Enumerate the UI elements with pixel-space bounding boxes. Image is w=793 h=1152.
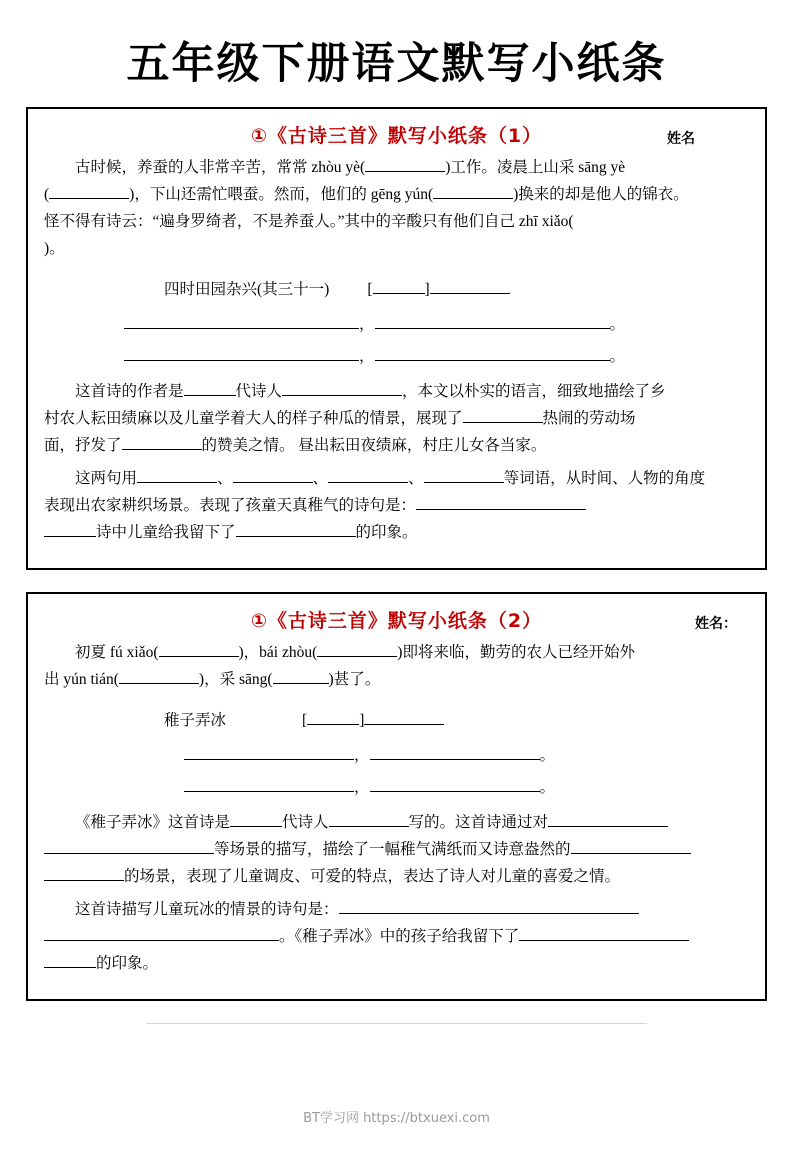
blank2-poet[interactable]	[329, 809, 409, 827]
intro2-text-2: )，bái zhòu(	[238, 644, 318, 661]
blank-gengyun[interactable]	[433, 181, 513, 199]
card-2-title: ①《古诗三首》默写小纸条（2）	[250, 610, 543, 632]
intro-text-3: (	[44, 186, 50, 203]
blank2-scene-2[interactable]	[44, 836, 214, 854]
question2-text-1: 这首诗描写儿童玩冰的情景的诗句是：	[75, 901, 339, 918]
blank-zhouye[interactable]	[365, 154, 445, 172]
blank-fuxiao[interactable]	[159, 639, 239, 657]
blank-answer-line-1[interactable]	[416, 492, 586, 510]
card-1-poem-title-row	[44, 276, 749, 304]
poem-bracket-open: [	[367, 281, 373, 298]
blank-poem2-2a[interactable]	[184, 774, 354, 792]
blank-poet2-name[interactable]	[364, 707, 444, 725]
worksheet-card-2	[26, 592, 767, 1001]
blank-poem-1a[interactable]	[124, 311, 359, 329]
card-1-question-paragraph	[44, 465, 749, 546]
footer-divider	[146, 1023, 647, 1024]
analysis-text-6: 面，抒发了	[44, 437, 122, 454]
analysis2-text-3: 写的。这首诗通过对	[408, 814, 549, 831]
worksheet-page	[0, 30, 793, 1152]
card-1-poem-line-1: ， 。	[44, 310, 749, 340]
blank-yuntian[interactable]	[119, 666, 199, 684]
question-sep-1: 、	[217, 470, 233, 487]
analysis-text-1: 这首诗的作者是	[75, 383, 184, 400]
blank-sangye[interactable]	[49, 181, 129, 199]
intro-text-7: )。	[44, 240, 65, 257]
analysis-text-5: 热闹的劳动场	[542, 410, 636, 427]
blank-word-4[interactable]	[424, 465, 504, 483]
card-2-header	[44, 606, 749, 633]
blank-poem2-2b[interactable]	[370, 774, 540, 792]
question-text-1: 这两句用	[75, 470, 138, 487]
blank-baizhou[interactable]	[317, 639, 397, 657]
analysis-text-4: 村农人耘田绩麻以及儿童学着大人的样子种瓜的情景，展现了	[44, 410, 463, 427]
blank-poet-dynasty[interactable]	[373, 276, 425, 294]
intro-text-1: 古时候，养蚕的人非常辛苦，常常 zhòu yè(	[75, 159, 366, 176]
intro-text-5: )换来的却是他人的锦衣。	[513, 186, 689, 203]
intro-text-6: 怪不得有诗云：“遍身罗绮者，不是养蚕人。”其中的辛酸只有他们自己 zhī xiǎo(	[44, 213, 574, 230]
blank-poem2-1a[interactable]	[184, 742, 354, 760]
question-sep-2: 、	[312, 470, 329, 487]
card-1-analysis-paragraph	[44, 378, 749, 459]
blank-emotion[interactable]	[122, 432, 202, 450]
poem2-bracket-open: [	[302, 712, 308, 729]
intro2-text-3: )即将来临，勤劳的农人已经开始外	[397, 644, 635, 661]
analysis2-text-4: 等场景的描写，描绘了一幅稚气满纸而又诗意盎然的	[214, 841, 571, 858]
question-text-4: 诗中儿童给我留下了	[96, 524, 236, 541]
blank-dynasty[interactable]	[184, 378, 236, 396]
blank-poem-2b[interactable]	[375, 343, 610, 361]
analysis2-text-2: 代诗人	[282, 814, 329, 831]
blank2-answer-line-1[interactable]	[339, 896, 639, 914]
card-1-intro-paragraph	[44, 154, 749, 262]
analysis-text-2: 代诗人	[235, 383, 283, 400]
blank-answer-line-2[interactable]	[44, 519, 96, 537]
intro-text-4: )，下山还需忙喂蚕。然而，他们的 gēng yún(	[129, 186, 434, 203]
intro2-text-4: 出 yún tián(	[44, 671, 119, 688]
site-footer: BT学习网 https://btxuexi.com	[303, 1111, 490, 1126]
poem-title-text: 四时田园杂兴(其三十一)	[164, 281, 330, 298]
question2-text-2: 。《稚子弄冰》中的孩子给我留下了	[279, 928, 520, 945]
page-title: 五年级下册语文默写小纸条	[126, 39, 667, 89]
blank2-scene-3[interactable]	[571, 836, 691, 854]
card-1-header	[44, 121, 749, 148]
blank-word-2[interactable]	[233, 465, 313, 483]
question2-text-3: 的印象。	[96, 955, 159, 972]
poem-bracket-close: ]	[424, 281, 430, 298]
question-sep-3: 、	[408, 470, 424, 487]
card-2-analysis-paragraph	[44, 809, 749, 890]
analysis2-text-1: 《稚子弄冰》这首诗是	[75, 814, 231, 831]
blank-poet[interactable]	[282, 378, 402, 396]
blank-poet-name[interactable]	[430, 276, 510, 294]
card-1-name-field[interactable]: 姓名	[667, 131, 695, 147]
blank-impression-1[interactable]	[236, 519, 356, 537]
question-text-3: 表现出农家耕织场景。表现了孩童天真稚气的诗句是：	[44, 497, 417, 514]
worksheet-card-1	[26, 107, 767, 570]
blank-poet2-dynasty[interactable]	[307, 707, 359, 725]
card-1-poem-line-2: ， 。	[44, 342, 749, 372]
blank-scene[interactable]	[463, 405, 543, 423]
card-1-title: ①《古诗三首》默写小纸条（1）	[250, 125, 543, 147]
blank2-impression-1[interactable]	[519, 923, 689, 941]
blank-poem-1b[interactable]	[375, 311, 610, 329]
intro2-text-5: )，采 sāng(	[198, 671, 273, 688]
analysis2-text-5: 的场景，表现了儿童调皮、可爱的特点，表达了诗人对儿童的喜爱之情。	[124, 868, 621, 885]
blank2-scene-1[interactable]	[548, 809, 668, 827]
blank2-impression-2[interactable]	[44, 950, 96, 968]
intro-text-2: )工作。凌晨上山采 sāng yè	[445, 159, 626, 176]
intro2-text-1: 初夏 fú xiǎo(	[75, 644, 159, 661]
analysis-text-7: 的赞美之情。 昼出耘田夜绩麻，村庄儿女各当家。	[201, 437, 547, 454]
blank-poem-2a[interactable]	[124, 343, 359, 361]
card-2-poem-line-1: ， 。	[44, 741, 749, 771]
blank-word-3[interactable]	[328, 465, 408, 483]
blank-poem2-1b[interactable]	[370, 742, 540, 760]
intro2-text-6: )甚了。	[328, 671, 381, 688]
card-2-name-field[interactable]: 姓名：	[695, 616, 737, 632]
card-2-intro-paragraph	[44, 639, 749, 693]
card-2-question-paragraph	[44, 896, 749, 977]
question-text-2: 等词语，从时间、人物的角度	[503, 470, 706, 487]
poem2-title-text: 稚子弄冰	[164, 712, 227, 729]
blank-word-1[interactable]	[137, 465, 217, 483]
blank-sang[interactable]	[273, 666, 329, 684]
analysis-text-3: ，本文以朴实的语言，细致地描绘了乡	[402, 383, 666, 400]
blank2-dynasty[interactable]	[230, 809, 282, 827]
blank2-scene-4[interactable]	[44, 863, 124, 881]
question-text-5: 的印象。	[355, 524, 418, 541]
card-2-poem-title-row	[44, 707, 749, 735]
blank2-answer-line-2[interactable]	[44, 923, 279, 941]
card-2-poem-line-2: ， 。	[44, 773, 749, 803]
poem2-bracket-close: ]	[359, 712, 365, 729]
